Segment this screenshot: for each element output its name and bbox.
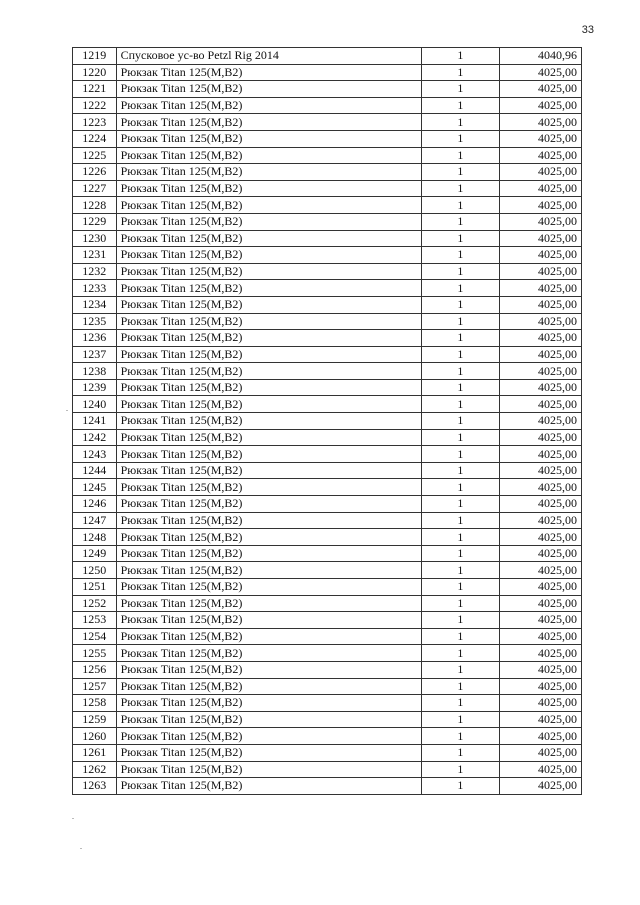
row-number-cell: 1263 <box>73 778 117 795</box>
row-number-cell: 1259 <box>73 711 117 728</box>
price-cell: 4025,00 <box>499 280 581 297</box>
item-name-cell: Рюкзак Titan 125(M,B2) <box>116 263 421 280</box>
item-name-cell: Рюкзак Titan 125(M,B2) <box>116 247 421 264</box>
quantity-cell: 1 <box>421 579 499 596</box>
row-number-cell: 1234 <box>73 296 117 313</box>
row-number-cell: 1220 <box>73 64 117 81</box>
table-row <box>73 164 582 181</box>
row-number-cell: 1236 <box>73 330 117 347</box>
quantity-cell: 1 <box>421 512 499 529</box>
row-number-cell: 1226 <box>73 164 117 181</box>
price-cell: 4025,00 <box>499 462 581 479</box>
price-cell: 4025,00 <box>499 230 581 247</box>
price-cell: 4025,00 <box>499 661 581 678</box>
price-cell: 4025,00 <box>499 595 581 612</box>
quantity-cell: 1 <box>421 130 499 147</box>
row-number-cell: 1260 <box>73 728 117 745</box>
item-name-cell: Рюкзак Titan 125(M,B2) <box>116 379 421 396</box>
item-name-cell: Рюкзак Titan 125(M,B2) <box>116 678 421 695</box>
price-cell: 4025,00 <box>499 197 581 214</box>
item-name-cell: Рюкзак Titan 125(M,B2) <box>116 97 421 114</box>
row-number-cell: 1219 <box>73 48 117 65</box>
item-name-cell: Рюкзак Titan 125(M,B2) <box>116 363 421 380</box>
row-number-cell: 1233 <box>73 280 117 297</box>
quantity-cell: 1 <box>421 97 499 114</box>
price-cell: 4025,00 <box>499 579 581 596</box>
price-cell: 4025,00 <box>499 512 581 529</box>
quantity-cell: 1 <box>421 313 499 330</box>
item-name-cell: Рюкзак Titan 125(M,B2) <box>116 479 421 496</box>
row-number-cell: 1222 <box>73 97 117 114</box>
row-number-cell: 1261 <box>73 744 117 761</box>
table-row <box>73 761 582 778</box>
quantity-cell: 1 <box>421 330 499 347</box>
item-name-cell: Рюкзак Titan 125(M,B2) <box>116 64 421 81</box>
row-number-cell: 1221 <box>73 81 117 98</box>
table-row <box>73 661 582 678</box>
quantity-cell: 1 <box>421 778 499 795</box>
inventory-table-body <box>73 48 582 795</box>
item-name-cell: Рюкзак Titan 125(M,B2) <box>116 562 421 579</box>
row-number-cell: 1239 <box>73 379 117 396</box>
item-name-cell: Рюкзак Titan 125(M,B2) <box>116 114 421 131</box>
row-number-cell: 1223 <box>73 114 117 131</box>
quantity-cell: 1 <box>421 296 499 313</box>
item-name-cell: Рюкзак Titan 125(M,B2) <box>116 645 421 662</box>
price-cell: 4025,00 <box>499 363 581 380</box>
price-cell: 4025,00 <box>499 81 581 98</box>
item-name-cell: Рюкзак Titan 125(M,B2) <box>116 612 421 629</box>
item-name-cell: Рюкзак Titan 125(M,B2) <box>116 429 421 446</box>
row-number-cell: 1227 <box>73 180 117 197</box>
table-row <box>73 744 582 761</box>
item-name-cell: Рюкзак Titan 125(M,B2) <box>116 761 421 778</box>
table-row <box>73 562 582 579</box>
table-row <box>73 545 582 562</box>
row-number-cell: 1254 <box>73 628 117 645</box>
quantity-cell: 1 <box>421 114 499 131</box>
row-number-cell: 1246 <box>73 496 117 513</box>
quantity-cell: 1 <box>421 529 499 546</box>
item-name-cell: Рюкзак Titan 125(M,B2) <box>116 81 421 98</box>
quantity-cell: 1 <box>421 247 499 264</box>
table-row <box>73 363 582 380</box>
quantity-cell: 1 <box>421 545 499 562</box>
table-row <box>73 579 582 596</box>
quantity-cell: 1 <box>421 396 499 413</box>
quantity-cell: 1 <box>421 728 499 745</box>
row-number-cell: 1248 <box>73 529 117 546</box>
table-row <box>73 529 582 546</box>
table-row <box>73 130 582 147</box>
item-name-cell: Рюкзак Titan 125(M,B2) <box>116 296 421 313</box>
item-name-cell: Рюкзак Titan 125(M,B2) <box>116 496 421 513</box>
table-row <box>73 462 582 479</box>
price-cell: 4025,00 <box>499 562 581 579</box>
table-row <box>73 48 582 65</box>
table-row <box>73 346 582 363</box>
item-name-cell: Рюкзак Titan 125(M,B2) <box>116 778 421 795</box>
row-number-cell: 1243 <box>73 446 117 463</box>
quantity-cell: 1 <box>421 230 499 247</box>
table-row <box>73 64 582 81</box>
price-cell: 4025,00 <box>499 114 581 131</box>
row-number-cell: 1231 <box>73 247 117 264</box>
table-row <box>73 379 582 396</box>
price-cell: 4040,96 <box>499 48 581 65</box>
quantity-cell: 1 <box>421 661 499 678</box>
quantity-cell: 1 <box>421 678 499 695</box>
price-cell: 4025,00 <box>499 379 581 396</box>
price-cell: 4025,00 <box>499 612 581 629</box>
price-cell: 4025,00 <box>499 330 581 347</box>
table-row <box>73 446 582 463</box>
price-cell: 4025,00 <box>499 761 581 778</box>
quantity-cell: 1 <box>421 711 499 728</box>
row-number-cell: 1251 <box>73 579 117 596</box>
item-name-cell: Рюкзак Titan 125(M,B2) <box>116 213 421 230</box>
item-name-cell: Рюкзак Titan 125(M,B2) <box>116 462 421 479</box>
quantity-cell: 1 <box>421 446 499 463</box>
page-number: 33 <box>581 24 594 36</box>
item-name-cell: Рюкзак Titan 125(M,B2) <box>116 545 421 562</box>
quantity-cell: 1 <box>421 147 499 164</box>
price-cell: 4025,00 <box>499 64 581 81</box>
item-name-cell: Рюкзак Titan 125(M,B2) <box>116 595 421 612</box>
table-row <box>73 81 582 98</box>
table-row <box>73 496 582 513</box>
price-cell: 4025,00 <box>499 446 581 463</box>
item-name-cell: Рюкзак Titan 125(M,B2) <box>116 280 421 297</box>
table-row <box>73 778 582 795</box>
quantity-cell: 1 <box>421 695 499 712</box>
item-name-cell: Рюкзак Titan 125(M,B2) <box>116 180 421 197</box>
item-name-cell: Рюкзак Titan 125(M,B2) <box>116 197 421 214</box>
row-number-cell: 1228 <box>73 197 117 214</box>
item-name-cell: Рюкзак Titan 125(M,B2) <box>116 413 421 430</box>
price-cell: 4025,00 <box>499 313 581 330</box>
quantity-cell: 1 <box>421 379 499 396</box>
quantity-cell: 1 <box>421 479 499 496</box>
price-cell: 4025,00 <box>499 678 581 695</box>
item-name-cell: Рюкзак Titan 125(M,B2) <box>116 512 421 529</box>
quantity-cell: 1 <box>421 462 499 479</box>
table-row <box>73 396 582 413</box>
item-name-cell: Спусковое ус-во Petzl Rig 2014 <box>116 48 421 65</box>
row-number-cell: 1257 <box>73 678 117 695</box>
price-cell: 4025,00 <box>499 479 581 496</box>
table-row <box>73 512 582 529</box>
row-number-cell: 1241 <box>73 413 117 430</box>
price-cell: 4025,00 <box>499 628 581 645</box>
row-number-cell: 1245 <box>73 479 117 496</box>
table-row <box>73 263 582 280</box>
table-row <box>73 296 582 313</box>
price-cell: 4025,00 <box>499 529 581 546</box>
table-row <box>73 711 582 728</box>
quantity-cell: 1 <box>421 197 499 214</box>
quantity-cell: 1 <box>421 280 499 297</box>
price-cell: 4025,00 <box>499 695 581 712</box>
item-name-cell: Рюкзак Titan 125(M,B2) <box>116 313 421 330</box>
table-row <box>73 413 582 430</box>
price-cell: 4025,00 <box>499 263 581 280</box>
quantity-cell: 1 <box>421 413 499 430</box>
table-row <box>73 114 582 131</box>
row-number-cell: 1240 <box>73 396 117 413</box>
price-cell: 4025,00 <box>499 296 581 313</box>
row-number-cell: 1237 <box>73 346 117 363</box>
price-cell: 4025,00 <box>499 413 581 430</box>
item-name-cell: Рюкзак Titan 125(M,B2) <box>116 396 421 413</box>
quantity-cell: 1 <box>421 761 499 778</box>
item-name-cell: Рюкзак Titan 125(M,B2) <box>116 628 421 645</box>
table-row <box>73 247 582 264</box>
price-cell: 4025,00 <box>499 396 581 413</box>
item-name-cell: Рюкзак Titan 125(M,B2) <box>116 744 421 761</box>
table-row <box>73 213 582 230</box>
quantity-cell: 1 <box>421 628 499 645</box>
item-name-cell: Рюкзак Titan 125(M,B2) <box>116 661 421 678</box>
table-row <box>73 97 582 114</box>
scan-speck <box>72 818 74 819</box>
price-cell: 4025,00 <box>499 645 581 662</box>
table-row <box>73 678 582 695</box>
scan-speck <box>80 848 82 849</box>
table-row <box>73 628 582 645</box>
price-cell: 4025,00 <box>499 744 581 761</box>
quantity-cell: 1 <box>421 263 499 280</box>
price-cell: 4025,00 <box>499 147 581 164</box>
price-cell: 4025,00 <box>499 164 581 181</box>
quantity-cell: 1 <box>421 595 499 612</box>
inventory-table <box>72 47 582 795</box>
table-row <box>73 645 582 662</box>
item-name-cell: Рюкзак Titan 125(M,B2) <box>116 330 421 347</box>
row-number-cell: 1229 <box>73 213 117 230</box>
price-cell: 4025,00 <box>499 346 581 363</box>
table-row <box>73 429 582 446</box>
price-cell: 4025,00 <box>499 711 581 728</box>
table-row <box>73 197 582 214</box>
item-name-cell: Рюкзак Titan 125(M,B2) <box>116 147 421 164</box>
price-cell: 4025,00 <box>499 130 581 147</box>
table-row <box>73 728 582 745</box>
row-number-cell: 1224 <box>73 130 117 147</box>
table-row <box>73 330 582 347</box>
row-number-cell: 1250 <box>73 562 117 579</box>
table-row <box>73 180 582 197</box>
table-row <box>73 695 582 712</box>
row-number-cell: 1238 <box>73 363 117 380</box>
item-name-cell: Рюкзак Titan 125(M,B2) <box>116 230 421 247</box>
table-row <box>73 612 582 629</box>
row-number-cell: 1253 <box>73 612 117 629</box>
item-name-cell: Рюкзак Titan 125(M,B2) <box>116 728 421 745</box>
item-name-cell: Рюкзак Titan 125(M,B2) <box>116 130 421 147</box>
price-cell: 4025,00 <box>499 778 581 795</box>
item-name-cell: Рюкзак Titan 125(M,B2) <box>116 695 421 712</box>
quantity-cell: 1 <box>421 213 499 230</box>
price-cell: 4025,00 <box>499 180 581 197</box>
price-cell: 4025,00 <box>499 496 581 513</box>
item-name-cell: Рюкзак Titan 125(M,B2) <box>116 711 421 728</box>
item-name-cell: Рюкзак Titan 125(M,B2) <box>116 579 421 596</box>
row-number-cell: 1256 <box>73 661 117 678</box>
quantity-cell: 1 <box>421 164 499 181</box>
quantity-cell: 1 <box>421 64 499 81</box>
item-name-cell: Рюкзак Titan 125(M,B2) <box>116 346 421 363</box>
quantity-cell: 1 <box>421 363 499 380</box>
quantity-cell: 1 <box>421 612 499 629</box>
row-number-cell: 1225 <box>73 147 117 164</box>
row-number-cell: 1252 <box>73 595 117 612</box>
row-number-cell: 1235 <box>73 313 117 330</box>
table-row <box>73 147 582 164</box>
item-name-cell: Рюкзак Titan 125(M,B2) <box>116 164 421 181</box>
quantity-cell: 1 <box>421 81 499 98</box>
row-number-cell: 1230 <box>73 230 117 247</box>
item-name-cell: Рюкзак Titan 125(M,B2) <box>116 446 421 463</box>
quantity-cell: 1 <box>421 645 499 662</box>
quantity-cell: 1 <box>421 744 499 761</box>
item-name-cell: Рюкзак Titan 125(M,B2) <box>116 529 421 546</box>
table-row <box>73 230 582 247</box>
quantity-cell: 1 <box>421 562 499 579</box>
quantity-cell: 1 <box>421 429 499 446</box>
row-number-cell: 1258 <box>73 695 117 712</box>
price-cell: 4025,00 <box>499 213 581 230</box>
price-cell: 4025,00 <box>499 97 581 114</box>
price-cell: 4025,00 <box>499 429 581 446</box>
table-row <box>73 313 582 330</box>
table-row <box>73 280 582 297</box>
quantity-cell: 1 <box>421 496 499 513</box>
price-cell: 4025,00 <box>499 545 581 562</box>
quantity-cell: 1 <box>421 346 499 363</box>
table-row <box>73 595 582 612</box>
quantity-cell: 1 <box>421 180 499 197</box>
row-number-cell: 1232 <box>73 263 117 280</box>
table-row <box>73 479 582 496</box>
row-number-cell: 1262 <box>73 761 117 778</box>
quantity-cell: 1 <box>421 48 499 65</box>
row-number-cell: 1247 <box>73 512 117 529</box>
scan-speck <box>66 410 68 411</box>
row-number-cell: 1249 <box>73 545 117 562</box>
row-number-cell: 1244 <box>73 462 117 479</box>
price-cell: 4025,00 <box>499 728 581 745</box>
row-number-cell: 1255 <box>73 645 117 662</box>
price-cell: 4025,00 <box>499 247 581 264</box>
row-number-cell: 1242 <box>73 429 117 446</box>
